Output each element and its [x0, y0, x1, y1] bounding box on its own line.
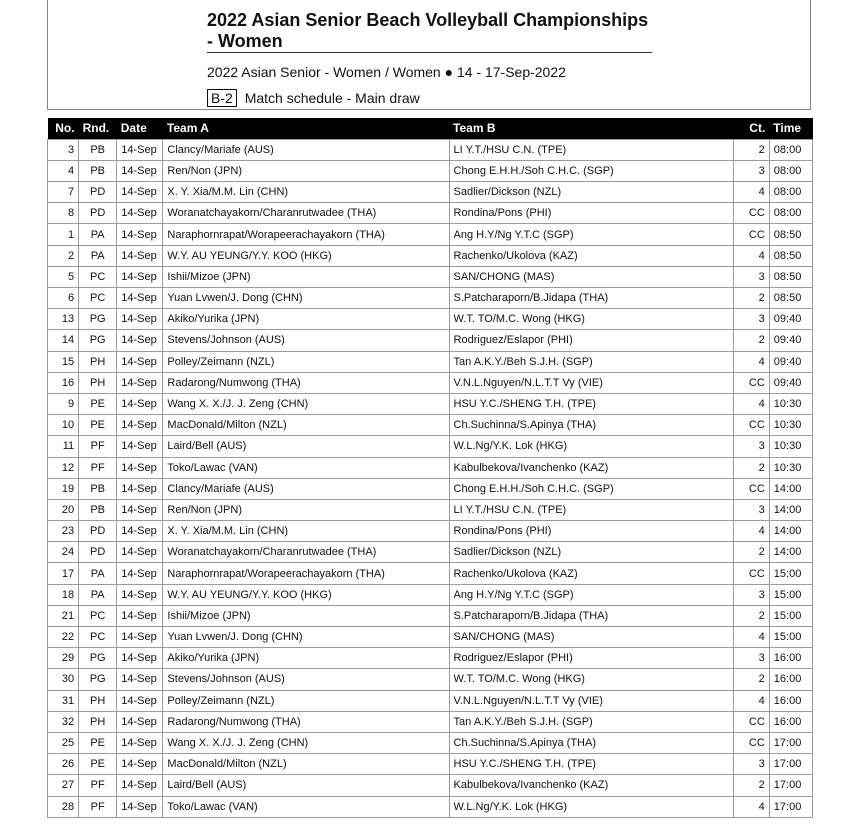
cell-round: PG	[79, 330, 117, 351]
cell-court: 3	[733, 499, 769, 520]
header-team-a: Team A	[163, 118, 449, 139]
table-row	[48, 393, 813, 414]
header-date: Date	[117, 118, 163, 139]
table-row	[48, 732, 813, 753]
cell-date: 14-Sep	[117, 478, 163, 499]
cell-team-b: Rodriguez/Eslapor (PHI)	[449, 648, 733, 669]
section-code-badge: B-2	[207, 89, 237, 107]
cell-team-b: Kabulbekova/Ivanchenko (KAZ)	[449, 457, 733, 478]
cell-team-b: Rodriguez/Eslapor (PHI)	[449, 330, 733, 351]
cell-court: CC	[733, 563, 769, 584]
cell-team-a: Polley/Zeimann (NZL)	[163, 351, 449, 372]
table-row	[48, 203, 813, 224]
cell-team-b: Ch.Suchinna/S.Apinya (THA)	[449, 415, 733, 436]
cell-time: 09:40	[769, 309, 812, 330]
cell-court: 2	[733, 139, 769, 160]
cell-date: 14-Sep	[117, 457, 163, 478]
cell-time: 14:00	[769, 478, 812, 499]
table-row	[48, 754, 813, 775]
cell-team-a: Woranatchayakorn/Charanrutwadee (THA)	[163, 203, 449, 224]
table-row	[48, 266, 813, 287]
cell-team-a: Clancy/Mariafe (AUS)	[163, 139, 449, 160]
cell-team-b: Tan A.K.Y./Beh S.J.H. (SGP)	[449, 351, 733, 372]
cell-date: 14-Sep	[117, 499, 163, 520]
header-round: Rnd.	[79, 118, 117, 139]
table-row	[48, 139, 813, 160]
cell-time: 08:00	[769, 203, 812, 224]
cell-court: 3	[733, 754, 769, 775]
cell-team-b: W.T. TO/M.C. Wong (HKG)	[449, 309, 733, 330]
cell-court: CC	[733, 415, 769, 436]
cell-court: 3	[733, 648, 769, 669]
table-row	[48, 711, 813, 732]
cell-court: CC	[733, 732, 769, 753]
cell-match-no: 19	[48, 478, 79, 499]
cell-round: PH	[79, 690, 117, 711]
cell-match-no: 31	[48, 690, 79, 711]
cell-round: PA	[79, 563, 117, 584]
cell-team-b: Chong E.H.H./Soh C.H.C. (SGP)	[449, 160, 733, 181]
cell-time: 16:00	[769, 711, 812, 732]
table-header-row	[48, 118, 813, 139]
cell-team-a: Toko/Lawac (VAN)	[163, 457, 449, 478]
cell-team-b: V.N.L.Nguyen/N.L.T.T Vy (VIE)	[449, 690, 733, 711]
cell-court: 3	[733, 309, 769, 330]
title-divider	[207, 52, 652, 53]
cell-round: PD	[79, 542, 117, 563]
cell-team-a: Wang X. X./J. J. Zeng (CHN)	[163, 732, 449, 753]
cell-court: 2	[733, 669, 769, 690]
table-row	[48, 372, 813, 393]
table-row	[48, 669, 813, 690]
cell-team-a: Stevens/Johnson (AUS)	[163, 330, 449, 351]
table-row	[48, 542, 813, 563]
cell-team-a: Naraphornrapat/Worapeerachayakorn (THA)	[163, 563, 449, 584]
table-row	[48, 457, 813, 478]
cell-court: CC	[733, 711, 769, 732]
cell-court: CC	[733, 203, 769, 224]
cell-match-no: 29	[48, 648, 79, 669]
cell-date: 14-Sep	[117, 203, 163, 224]
cell-match-no: 6	[48, 288, 79, 309]
cell-team-a: W.Y. AU YEUNG/Y.Y. KOO (HKG)	[163, 245, 449, 266]
cell-match-no: 27	[48, 775, 79, 796]
cell-court: 2	[733, 605, 769, 626]
cell-round: PD	[79, 182, 117, 203]
cell-round: PB	[79, 160, 117, 181]
cell-team-b: Rachenko/Ukolova (KAZ)	[449, 563, 733, 584]
cell-match-no: 13	[48, 309, 79, 330]
cell-date: 14-Sep	[117, 711, 163, 732]
cell-team-b: S.Patcharaporn/B.Jidapa (THA)	[449, 288, 733, 309]
header-team-b: Team B	[449, 118, 733, 139]
cell-round: PC	[79, 627, 117, 648]
table-row	[48, 563, 813, 584]
cell-team-a: W.Y. AU YEUNG/Y.Y. KOO (HKG)	[163, 584, 449, 605]
cell-date: 14-Sep	[117, 775, 163, 796]
cell-time: 10:30	[769, 436, 812, 457]
cell-team-a: MacDonald/Milton (NZL)	[163, 415, 449, 436]
cell-match-no: 15	[48, 351, 79, 372]
table-row	[48, 499, 813, 520]
cell-team-a: X. Y. Xia/M.M. Lin (CHN)	[163, 182, 449, 203]
cell-match-no: 1	[48, 224, 79, 245]
cell-match-no: 10	[48, 415, 79, 436]
cell-court: 4	[733, 351, 769, 372]
cell-match-no: 16	[48, 372, 79, 393]
cell-court: CC	[733, 224, 769, 245]
cell-time: 10:30	[769, 457, 812, 478]
cell-time: 17:00	[769, 796, 812, 817]
cell-court: 4	[733, 627, 769, 648]
cell-time: 15:00	[769, 627, 812, 648]
cell-round: PB	[79, 478, 117, 499]
cell-team-b: S.Patcharaporn/B.Jidapa (THA)	[449, 605, 733, 626]
cell-team-b: Sadlier/Dickson (NZL)	[449, 542, 733, 563]
cell-round: PF	[79, 457, 117, 478]
table-row	[48, 775, 813, 796]
cell-team-a: Akiko/Yurika (JPN)	[163, 648, 449, 669]
cell-team-a: Stevens/Johnson (AUS)	[163, 669, 449, 690]
cell-round: PF	[79, 436, 117, 457]
cell-match-no: 22	[48, 627, 79, 648]
cell-match-no: 25	[48, 732, 79, 753]
cell-team-b: Kabulbekova/Ivanchenko (KAZ)	[449, 775, 733, 796]
cell-team-a: Radarong/Numwong (THA)	[163, 711, 449, 732]
cell-date: 14-Sep	[117, 690, 163, 711]
cell-date: 14-Sep	[117, 224, 163, 245]
cell-court: 3	[733, 160, 769, 181]
cell-court: 3	[733, 436, 769, 457]
cell-team-a: X. Y. Xia/M.M. Lin (CHN)	[163, 521, 449, 542]
cell-team-a: Ishii/Mizoe (JPN)	[163, 266, 449, 287]
cell-date: 14-Sep	[117, 245, 163, 266]
cell-date: 14-Sep	[117, 542, 163, 563]
cell-time: 08:50	[769, 288, 812, 309]
cell-match-no: 20	[48, 499, 79, 520]
document-title: 2022 Asian Senior Beach Volleyball Championships - Women	[207, 10, 649, 51]
cell-round: PF	[79, 796, 117, 817]
cell-team-b: Chong E.H.H./Soh C.H.C. (SGP)	[449, 478, 733, 499]
cell-match-no: 14	[48, 330, 79, 351]
cell-date: 14-Sep	[117, 627, 163, 648]
cell-match-no: 30	[48, 669, 79, 690]
table-row	[48, 796, 813, 817]
cell-round: PH	[79, 711, 117, 732]
cell-match-no: 21	[48, 605, 79, 626]
cell-time: 17:00	[769, 754, 812, 775]
cell-date: 14-Sep	[117, 648, 163, 669]
cell-time: 09:40	[769, 330, 812, 351]
cell-date: 14-Sep	[117, 796, 163, 817]
table-row	[48, 521, 813, 542]
cell-time: 17:00	[769, 732, 812, 753]
cell-date: 14-Sep	[117, 415, 163, 436]
cell-time: 10:30	[769, 393, 812, 414]
cell-time: 15:00	[769, 563, 812, 584]
cell-time: 09:40	[769, 372, 812, 393]
cell-team-b: Ang H.Y/Ng Y.T.C (SGP)	[449, 224, 733, 245]
cell-date: 14-Sep	[117, 372, 163, 393]
table-row	[48, 309, 813, 330]
cell-date: 14-Sep	[117, 351, 163, 372]
cell-team-a: Polley/Zeimann (NZL)	[163, 690, 449, 711]
cell-time: 08:00	[769, 139, 812, 160]
cell-team-b: Sadlier/Dickson (NZL)	[449, 182, 733, 203]
cell-date: 14-Sep	[117, 160, 163, 181]
cell-round: PA	[79, 584, 117, 605]
cell-court: CC	[733, 478, 769, 499]
cell-match-no: 4	[48, 160, 79, 181]
cell-team-b: Rondina/Pons (PHI)	[449, 521, 733, 542]
cell-court: 2	[733, 288, 769, 309]
cell-team-a: Ishii/Mizoe (JPN)	[163, 605, 449, 626]
table-row	[48, 224, 813, 245]
cell-round: PC	[79, 266, 117, 287]
table-row	[48, 288, 813, 309]
cell-court: 4	[733, 690, 769, 711]
cell-round: PG	[79, 309, 117, 330]
cell-time: 14:00	[769, 521, 812, 542]
cell-match-no: 7	[48, 182, 79, 203]
cell-team-a: Laird/Bell (AUS)	[163, 436, 449, 457]
cell-match-no: 2	[48, 245, 79, 266]
cell-round: PE	[79, 415, 117, 436]
cell-team-a: Radarong/Numwong (THA)	[163, 372, 449, 393]
header-no: No.	[48, 118, 79, 139]
cell-team-a: Clancy/Mariafe (AUS)	[163, 478, 449, 499]
cell-match-no: 5	[48, 266, 79, 287]
cell-match-no: 11	[48, 436, 79, 457]
cell-team-a: Toko/Lawac (VAN)	[163, 796, 449, 817]
cell-round: PD	[79, 521, 117, 542]
cell-team-b: V.N.L.Nguyen/N.L.T.T Vy (VIE)	[449, 372, 733, 393]
cell-time: 08:50	[769, 266, 812, 287]
header-time: Time	[769, 118, 812, 139]
cell-team-b: Rondina/Pons (PHI)	[449, 203, 733, 224]
cell-round: PC	[79, 605, 117, 626]
cell-team-b: HSU Y.C./SHENG T.H. (TPE)	[449, 393, 733, 414]
cell-match-no: 9	[48, 393, 79, 414]
cell-time: 09:40	[769, 351, 812, 372]
cell-time: 08:50	[769, 224, 812, 245]
cell-match-no: 18	[48, 584, 79, 605]
cell-round: PB	[79, 139, 117, 160]
cell-time: 15:00	[769, 605, 812, 626]
cell-court: 2	[733, 775, 769, 796]
cell-team-b: SAN/CHONG (MAS)	[449, 627, 733, 648]
cell-round: PE	[79, 754, 117, 775]
cell-date: 14-Sep	[117, 436, 163, 457]
cell-team-b: LI Y.T./HSU C.N. (TPE)	[449, 499, 733, 520]
cell-date: 14-Sep	[117, 605, 163, 626]
table-row	[48, 330, 813, 351]
cell-team-a: MacDonald/Milton (NZL)	[163, 754, 449, 775]
cell-team-b: HSU Y.C./SHENG T.H. (TPE)	[449, 754, 733, 775]
cell-round: PA	[79, 245, 117, 266]
match-schedule-table	[47, 118, 813, 818]
table-row	[48, 351, 813, 372]
cell-match-no: 24	[48, 542, 79, 563]
cell-round: PA	[79, 224, 117, 245]
table-row	[48, 605, 813, 626]
cell-court: 4	[733, 393, 769, 414]
cell-time: 08:00	[769, 182, 812, 203]
section-heading	[207, 89, 420, 107]
cell-time: 08:00	[769, 160, 812, 181]
cell-team-b: Rachenko/Ukolova (KAZ)	[449, 245, 733, 266]
cell-court: 4	[733, 796, 769, 817]
cell-court: 4	[733, 182, 769, 203]
cell-date: 14-Sep	[117, 139, 163, 160]
cell-court: 4	[733, 245, 769, 266]
cell-time: 16:00	[769, 669, 812, 690]
cell-round: PC	[79, 288, 117, 309]
cell-team-b: LI Y.T./HSU C.N. (TPE)	[449, 139, 733, 160]
cell-court: 3	[733, 266, 769, 287]
table-row	[48, 245, 813, 266]
section-title: Match schedule - Main draw	[244, 90, 420, 106]
cell-date: 14-Sep	[117, 521, 163, 542]
cell-date: 14-Sep	[117, 669, 163, 690]
cell-team-a: Naraphornrapat/Worapeerachayakorn (THA)	[163, 224, 449, 245]
cell-court: 3	[733, 584, 769, 605]
cell-team-a: Woranatchayakorn/Charanrutwadee (THA)	[163, 542, 449, 563]
cell-time: 16:00	[769, 690, 812, 711]
cell-court: 4	[733, 521, 769, 542]
cell-team-b: SAN/CHONG (MAS)	[449, 266, 733, 287]
cell-round: PG	[79, 669, 117, 690]
cell-round: PF	[79, 775, 117, 796]
cell-date: 14-Sep	[117, 732, 163, 753]
cell-team-b: Ang H.Y/Ng Y.T.C (SGP)	[449, 584, 733, 605]
table-row	[48, 160, 813, 181]
table-row	[48, 690, 813, 711]
cell-team-a: Yuan Lvwen/J. Dong (CHN)	[163, 288, 449, 309]
table-row	[48, 436, 813, 457]
table-row	[48, 648, 813, 669]
cell-round: PB	[79, 499, 117, 520]
table-row	[48, 182, 813, 203]
cell-round: PG	[79, 648, 117, 669]
cell-team-b: W.L.Ng/Y.K. Lok (HKG)	[449, 436, 733, 457]
cell-round: PH	[79, 351, 117, 372]
cell-date: 14-Sep	[117, 393, 163, 414]
cell-round: PE	[79, 732, 117, 753]
cell-date: 14-Sep	[117, 309, 163, 330]
cell-match-no: 32	[48, 711, 79, 732]
cell-court: 2	[733, 330, 769, 351]
cell-match-no: 26	[48, 754, 79, 775]
cell-date: 14-Sep	[117, 330, 163, 351]
cell-time: 14:00	[769, 542, 812, 563]
cell-date: 14-Sep	[117, 754, 163, 775]
cell-date: 14-Sep	[117, 266, 163, 287]
cell-team-a: Ren/Non (JPN)	[163, 499, 449, 520]
cell-team-a: Wang X. X./J. J. Zeng (CHN)	[163, 393, 449, 414]
cell-round: PD	[79, 203, 117, 224]
cell-time: 15:00	[769, 584, 812, 605]
cell-time: 14:00	[769, 499, 812, 520]
cell-team-b: Tan A.K.Y./Beh S.J.H. (SGP)	[449, 711, 733, 732]
cell-team-a: Akiko/Yurika (JPN)	[163, 309, 449, 330]
cell-team-b: Ch.Suchinna/S.Apinya (THA)	[449, 732, 733, 753]
cell-team-a: Ren/Non (JPN)	[163, 160, 449, 181]
cell-team-b: W.T. TO/M.C. Wong (HKG)	[449, 669, 733, 690]
cell-date: 14-Sep	[117, 182, 163, 203]
cell-match-no: 12	[48, 457, 79, 478]
cell-court: 2	[733, 457, 769, 478]
document-subtitle: 2022 Asian Senior - Women / Women ● 14 - 17-Sep-2022	[207, 64, 566, 80]
cell-date: 14-Sep	[117, 563, 163, 584]
table-row	[48, 478, 813, 499]
header-court: Ct.	[733, 118, 769, 139]
cell-match-no: 8	[48, 203, 79, 224]
cell-match-no: 3	[48, 139, 79, 160]
cell-time: 10:30	[769, 415, 812, 436]
cell-round: PH	[79, 372, 117, 393]
cell-team-b: W.L.Ng/Y.K. Lok (HKG)	[449, 796, 733, 817]
cell-time: 17:00	[769, 775, 812, 796]
cell-time: 16:00	[769, 648, 812, 669]
cell-court: CC	[733, 372, 769, 393]
cell-match-no: 28	[48, 796, 79, 817]
cell-team-a: Laird/Bell (AUS)	[163, 775, 449, 796]
table-row	[48, 627, 813, 648]
table-row	[48, 415, 813, 436]
cell-match-no: 23	[48, 521, 79, 542]
cell-court: 2	[733, 542, 769, 563]
cell-date: 14-Sep	[117, 288, 163, 309]
cell-round: PE	[79, 393, 117, 414]
cell-match-no: 17	[48, 563, 79, 584]
cell-date: 14-Sep	[117, 584, 163, 605]
cell-team-a: Yuan Lvwen/J. Dong (CHN)	[163, 627, 449, 648]
table-row	[48, 584, 813, 605]
cell-time: 08:50	[769, 245, 812, 266]
